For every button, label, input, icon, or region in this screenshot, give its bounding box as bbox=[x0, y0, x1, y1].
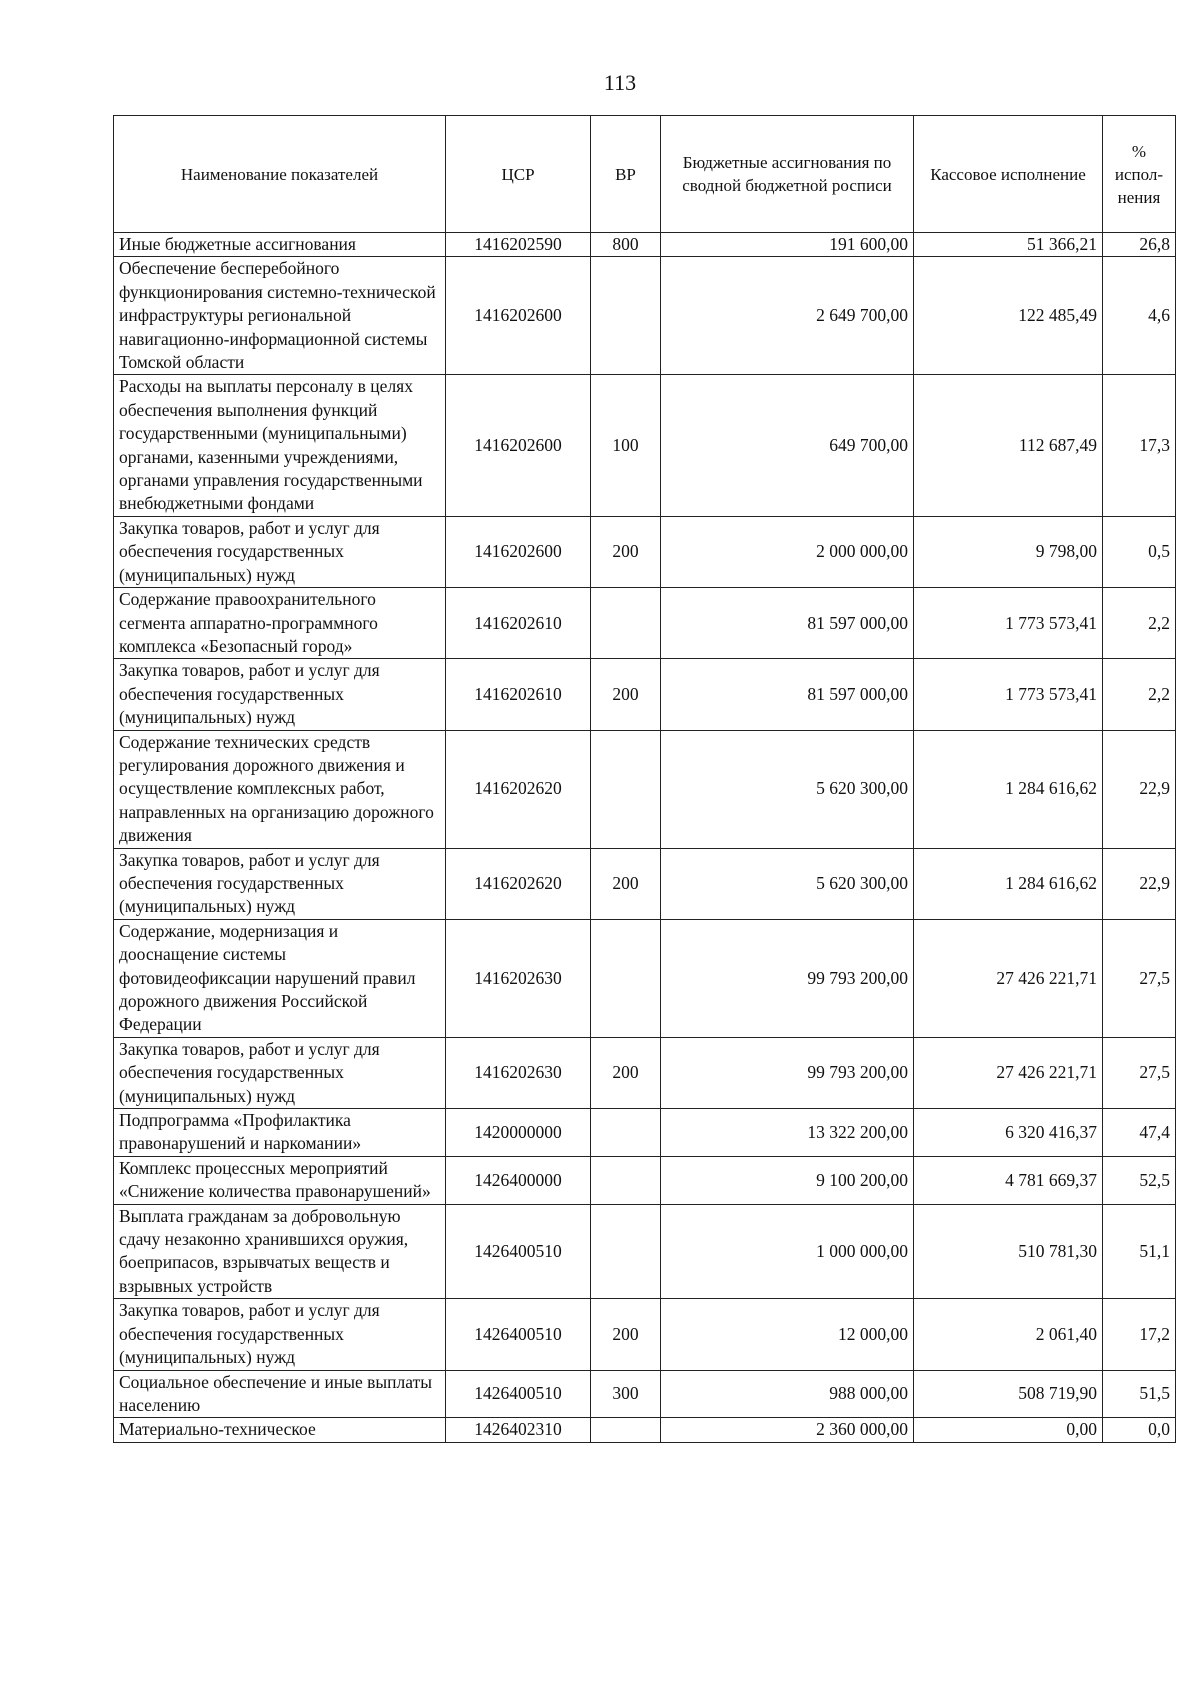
header-cash: Кассовое исполнение bbox=[914, 116, 1103, 233]
cell-budget: 2 649 700,00 bbox=[661, 257, 914, 375]
cell-csr: 1416202600 bbox=[446, 375, 591, 516]
cell-name: Закупка товаров, работ и услуг для обеспечения государственных (муниципальных) нужд bbox=[114, 659, 446, 730]
cell-pct: 17,2 bbox=[1103, 1299, 1176, 1370]
cell-cash: 1 773 573,41 bbox=[914, 659, 1103, 730]
cell-cash: 2 061,40 bbox=[914, 1299, 1103, 1370]
cell-cash: 1 773 573,41 bbox=[914, 588, 1103, 659]
cell-vr: 200 bbox=[591, 1037, 661, 1108]
header-name: Наименование показателей bbox=[114, 116, 446, 233]
cell-csr: 1416202630 bbox=[446, 919, 591, 1037]
cell-vr: 200 bbox=[591, 1299, 661, 1370]
cell-pct: 27,5 bbox=[1103, 1037, 1176, 1108]
cell-csr: 1426400510 bbox=[446, 1370, 591, 1418]
cell-name: Закупка товаров, работ и услуг для обеспечения государственных (муниципальных) нужд bbox=[114, 1037, 446, 1108]
cell-budget: 12 000,00 bbox=[661, 1299, 914, 1370]
cell-vr: 100 bbox=[591, 375, 661, 516]
cell-name: Закупка товаров, работ и услуг для обеспечения государственных (муниципальных) нужд bbox=[114, 848, 446, 919]
cell-cash: 112 687,49 bbox=[914, 375, 1103, 516]
cell-csr: 1416202620 bbox=[446, 730, 591, 848]
table-row bbox=[114, 1037, 1176, 1108]
cell-vr: 200 bbox=[591, 516, 661, 587]
cell-cash: 508 719,90 bbox=[914, 1370, 1103, 1418]
cell-pct: 22,9 bbox=[1103, 848, 1176, 919]
cell-pct: 52,5 bbox=[1103, 1156, 1176, 1204]
cell-cash: 122 485,49 bbox=[914, 257, 1103, 375]
cell-name: Материально-техническое bbox=[114, 1418, 446, 1442]
cell-budget: 99 793 200,00 bbox=[661, 1037, 914, 1108]
cell-cash: 27 426 221,71 bbox=[914, 1037, 1103, 1108]
table-row bbox=[114, 516, 1176, 587]
cell-name: Комплекс процессных мероприятий «Снижение количества правонарушений» bbox=[114, 1156, 446, 1204]
table-row bbox=[114, 848, 1176, 919]
cell-name: Расходы на выплаты персоналу в целях обеспечения выполнения функций государственными (муниципальными) органами, казенными учреждениями, органами управления государственными внебюджетными фондами bbox=[114, 375, 446, 516]
cell-budget: 191 600,00 bbox=[661, 233, 914, 257]
cell-budget: 649 700,00 bbox=[661, 375, 914, 516]
cell-cash: 51 366,21 bbox=[914, 233, 1103, 257]
cell-name: Обеспечение бесперебойного функционирования системно-технической инфраструктуры региональной навигационно-информационной системы Томской области bbox=[114, 257, 446, 375]
cell-pct: 0,0 bbox=[1103, 1418, 1176, 1442]
cell-vr bbox=[591, 257, 661, 375]
cell-vr bbox=[591, 1156, 661, 1204]
cell-name: Содержание, модернизация и дооснащение системы фотовидеофиксации нарушений правил дорожного движения Российской Федерации bbox=[114, 919, 446, 1037]
cell-csr: 1426402310 bbox=[446, 1418, 591, 1442]
cell-name: Подпрограмма «Профилактика правонарушений и наркомании» bbox=[114, 1109, 446, 1157]
header-vr: ВР bbox=[591, 116, 661, 233]
cell-pct: 51,5 bbox=[1103, 1370, 1176, 1418]
cell-cash: 9 798,00 bbox=[914, 516, 1103, 587]
header-csr: ЦСР bbox=[446, 116, 591, 233]
table-row bbox=[114, 257, 1176, 375]
cell-budget: 988 000,00 bbox=[661, 1370, 914, 1418]
cell-budget: 81 597 000,00 bbox=[661, 588, 914, 659]
cell-vr bbox=[591, 1109, 661, 1157]
table-row bbox=[114, 233, 1176, 257]
cell-cash: 1 284 616,62 bbox=[914, 848, 1103, 919]
cell-cash: 6 320 416,37 bbox=[914, 1109, 1103, 1157]
table-row bbox=[114, 730, 1176, 848]
cell-csr: 1420000000 bbox=[446, 1109, 591, 1157]
cell-budget: 5 620 300,00 bbox=[661, 730, 914, 848]
cell-budget: 99 793 200,00 bbox=[661, 919, 914, 1037]
table-row bbox=[114, 919, 1176, 1037]
cell-name: Содержание правоохранительного сегмента аппаратно-программного комплекса «Безопасный город» bbox=[114, 588, 446, 659]
cell-vr bbox=[591, 588, 661, 659]
cell-csr: 1416202600 bbox=[446, 516, 591, 587]
cell-budget: 81 597 000,00 bbox=[661, 659, 914, 730]
table-row bbox=[114, 1299, 1176, 1370]
table-header-row bbox=[114, 116, 1176, 233]
header-pct: % испол-нения bbox=[1103, 116, 1176, 233]
cell-name: Закупка товаров, работ и услуг для обеспечения государственных (муниципальных) нужд bbox=[114, 1299, 446, 1370]
cell-name: Выплата гражданам за добровольную сдачу незаконно хранившихся оружия, боеприпасов, взрывчатых веществ и взрывных устройств bbox=[114, 1204, 446, 1299]
cell-csr: 1426400510 bbox=[446, 1299, 591, 1370]
cell-csr: 1416202610 bbox=[446, 588, 591, 659]
table-row bbox=[114, 1156, 1176, 1204]
cell-pct: 47,4 bbox=[1103, 1109, 1176, 1157]
table-row bbox=[114, 659, 1176, 730]
cell-cash: 4 781 669,37 bbox=[914, 1156, 1103, 1204]
cell-pct: 17,3 bbox=[1103, 375, 1176, 516]
cell-csr: 1426400000 bbox=[446, 1156, 591, 1204]
page-number: 113 bbox=[603, 70, 637, 95]
cell-pct: 26,8 bbox=[1103, 233, 1176, 257]
cell-vr: 200 bbox=[591, 848, 661, 919]
cell-budget: 5 620 300,00 bbox=[661, 848, 914, 919]
table-row bbox=[114, 375, 1176, 516]
header-budget: Бюджетные ассигнования по сводной бюджетной росписи bbox=[661, 116, 914, 233]
cell-budget: 2 360 000,00 bbox=[661, 1418, 914, 1442]
cell-name: Социальное обеспечение и иные выплаты населению bbox=[114, 1370, 446, 1418]
cell-csr: 1416202610 bbox=[446, 659, 591, 730]
table-row bbox=[114, 1109, 1176, 1157]
budget-execution-table bbox=[113, 115, 1176, 1443]
cell-csr: 1416202600 bbox=[446, 257, 591, 375]
cell-vr: 200 bbox=[591, 659, 661, 730]
cell-csr: 1416202590 bbox=[446, 233, 591, 257]
cell-cash: 0,00 bbox=[914, 1418, 1103, 1442]
cell-pct: 0,5 bbox=[1103, 516, 1176, 587]
cell-csr: 1416202620 bbox=[446, 848, 591, 919]
cell-pct: 27,5 bbox=[1103, 919, 1176, 1037]
cell-vr bbox=[591, 919, 661, 1037]
cell-csr: 1426400510 bbox=[446, 1204, 591, 1299]
cell-pct: 2,2 bbox=[1103, 588, 1176, 659]
cell-pct: 22,9 bbox=[1103, 730, 1176, 848]
cell-name: Содержание технических средств регулирования дорожного движения и осуществление комплексных работ, направленных на организацию дорожного движения bbox=[114, 730, 446, 848]
cell-pct: 4,6 bbox=[1103, 257, 1176, 375]
cell-vr bbox=[591, 1204, 661, 1299]
cell-budget: 2 000 000,00 bbox=[661, 516, 914, 587]
cell-cash: 510 781,30 bbox=[914, 1204, 1103, 1299]
table-row bbox=[114, 1370, 1176, 1418]
cell-budget: 9 100 200,00 bbox=[661, 1156, 914, 1204]
cell-vr bbox=[591, 1418, 661, 1442]
cell-vr bbox=[591, 730, 661, 848]
cell-name: Закупка товаров, работ и услуг для обеспечения государственных (муниципальных) нужд bbox=[114, 516, 446, 587]
cell-cash: 1 284 616,62 bbox=[914, 730, 1103, 848]
cell-csr: 1416202630 bbox=[446, 1037, 591, 1108]
cell-budget: 13 322 200,00 bbox=[661, 1109, 914, 1157]
table-row bbox=[114, 1204, 1176, 1299]
cell-name: Иные бюджетные ассигнования bbox=[114, 233, 446, 257]
cell-pct: 51,1 bbox=[1103, 1204, 1176, 1299]
cell-vr: 800 bbox=[591, 233, 661, 257]
cell-budget: 1 000 000,00 bbox=[661, 1204, 914, 1299]
cell-vr: 300 bbox=[591, 1370, 661, 1418]
table-row bbox=[114, 1418, 1176, 1442]
cell-cash: 27 426 221,71 bbox=[914, 919, 1103, 1037]
cell-pct: 2,2 bbox=[1103, 659, 1176, 730]
table-row bbox=[114, 588, 1176, 659]
